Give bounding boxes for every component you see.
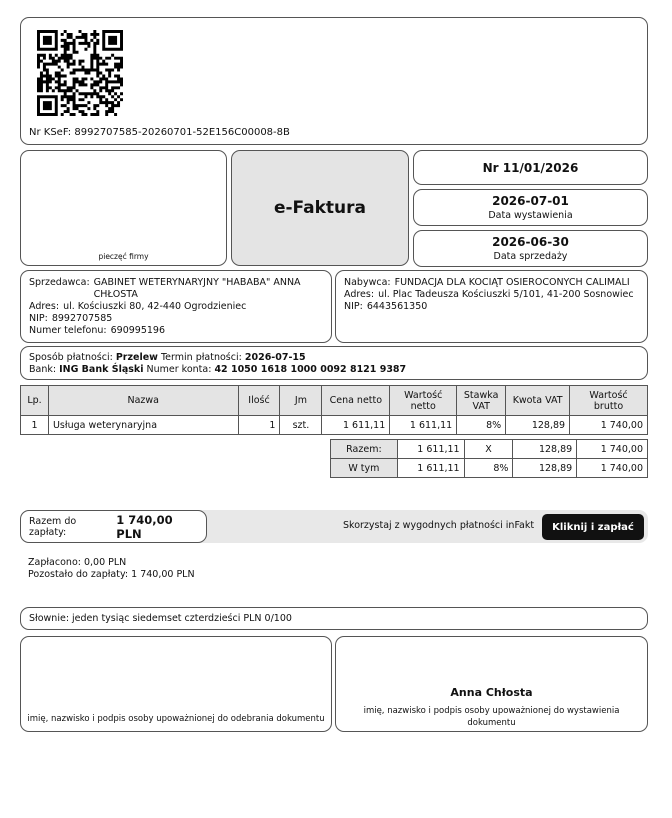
issuer-signature-panel	[335, 636, 648, 732]
table-cell: 1 740,00	[570, 416, 648, 435]
buyer-name: FUNDACJA DLA KOCIĄT OSIEROCONYCH CALIMALI	[394, 277, 630, 288]
issue-date-panel	[413, 189, 648, 226]
summary-cell: 128,89	[513, 440, 577, 459]
payment-panel	[20, 346, 648, 380]
items-table	[20, 385, 648, 435]
summary-cell: 1 740,00	[577, 440, 648, 459]
summary-row	[331, 459, 648, 478]
buyer-nip-label: NIP:	[344, 301, 363, 312]
table-cell: 1 611,11	[322, 416, 390, 435]
table-row	[21, 416, 648, 435]
table-cell: Usługa weterynaryjna	[48, 416, 238, 435]
table-header-row	[21, 386, 648, 416]
sale-date: 2026-06-30	[492, 235, 569, 249]
ksef-panel	[20, 17, 648, 145]
invoice-number: Nr 11/01/2026	[413, 150, 648, 185]
summary-cell: 1 740,00	[577, 459, 648, 478]
seller-address-label: Adres:	[29, 301, 60, 312]
payment-status	[28, 557, 195, 581]
paid-amount: Zapłacono: 0,00 PLN	[28, 557, 127, 568]
company-stamp-area	[20, 150, 227, 266]
buyer-address: ul. Plac Tadeusza Kościuszki 5/101, 41-200 Sosnowiec	[378, 289, 634, 300]
seller-phone-label: Numer telefonu:	[29, 325, 107, 336]
ksef-value: 8992707585-20260701-52E156C00008-8B	[74, 127, 290, 138]
sale-date-label: Data sprzedaży	[493, 251, 568, 262]
issue-date-label: Data wystawienia	[488, 210, 573, 221]
col-header: Stawka VAT	[457, 386, 506, 416]
summary-cell: X	[464, 440, 513, 459]
seller-phone: 690995196	[110, 325, 166, 336]
buyer-panel	[335, 270, 648, 343]
ksef-number	[29, 127, 290, 138]
infakt-promo-text: Skorzystaj z wygodnych płatności inFakt	[343, 520, 535, 531]
payment-due: 2026-07-15	[244, 352, 306, 363]
amount-due-panel	[20, 510, 207, 543]
col-header: Ilość	[238, 386, 280, 416]
seller-name: GABINET WETERYNARYJNY "HABABA" ANNA CHŁOSTA	[93, 277, 301, 300]
seller-panel	[20, 270, 332, 343]
table-cell: szt.	[280, 416, 322, 435]
summary-cell: 128,89	[513, 459, 577, 478]
seller-nip: 8992707585	[51, 313, 113, 324]
col-header: Wartość netto	[390, 386, 457, 416]
summary-cell: 1 611,11	[397, 459, 464, 478]
col-header: Cena netto	[322, 386, 390, 416]
payment-due-label: Termin płatności:	[160, 352, 242, 363]
col-header: Wartość brutto	[570, 386, 648, 416]
summary-table	[330, 439, 648, 478]
stamp-label: pieczęć firmy	[98, 252, 149, 261]
table-cell: 1 611,11	[390, 416, 457, 435]
col-header: Nazwa	[48, 386, 238, 416]
amount-due-label: Razem do zapłaty:	[29, 515, 77, 538]
col-header: Jm	[280, 386, 322, 416]
amount-in-words-text: Słownie: jeden tysiąc siedemset czterdzieści PLN 0/100	[29, 613, 292, 624]
amount-in-words	[20, 607, 648, 630]
summary-label: Razem:	[331, 440, 398, 459]
buyer-nip: 6443561350	[366, 301, 428, 312]
ksef-label: Nr KSeF:	[29, 127, 72, 138]
buyer-label: Nabywca:	[344, 277, 391, 288]
pay-button[interactable]: Kliknij i zapłać	[542, 514, 644, 540]
receiver-signature-panel	[20, 636, 332, 732]
issue-date: 2026-07-01	[492, 194, 569, 208]
table-cell: 1	[238, 416, 280, 435]
sale-date-panel	[413, 230, 648, 267]
table-cell: 128,89	[506, 416, 570, 435]
summary-row	[331, 440, 648, 459]
buyer-address-label: Adres:	[344, 289, 375, 300]
qr-code-icon	[37, 30, 123, 116]
col-header: Kwota VAT	[506, 386, 570, 416]
table-cell: 8%	[457, 416, 506, 435]
account-label: Numer konta:	[146, 364, 212, 375]
col-header: Lp.	[21, 386, 49, 416]
seller-nip-label: NIP:	[29, 313, 48, 324]
document-title: e-Faktura	[231, 150, 409, 266]
remaining-amount: Pozostało do zapłaty: 1 740,00 PLN	[28, 569, 195, 580]
amount-due-value: 1 740,00 PLN	[116, 512, 173, 541]
bank-name: ING Bank Śląski	[59, 364, 144, 375]
summary-cell: 8%	[464, 459, 513, 478]
seller-label: Sprzedawca:	[29, 277, 90, 288]
bank-label: Bank:	[29, 364, 57, 375]
receiver-signature-label: imię, nazwisko i podpis osoby upoważnionej do odebrania dokumentu	[27, 714, 325, 724]
summary-label: W tym	[331, 459, 398, 478]
account-number: 42 1050 1618 1000 0092 8121 9387	[214, 364, 407, 375]
table-cell: 1	[21, 416, 49, 435]
summary-cell: 1 611,11	[397, 440, 464, 459]
seller-address: ul. Kościuszki 80, 42-440 Ogrodzieniec	[63, 301, 247, 312]
issuer-name: Anna Chłosta	[450, 686, 533, 699]
payment-method-label: Sposób płatności:	[29, 352, 113, 363]
issuer-signature-label: imię, nazwisko i podpis osoby upoważnionej do wystawienia dokumentu	[363, 706, 620, 728]
payment-method: Przelew	[115, 352, 158, 363]
